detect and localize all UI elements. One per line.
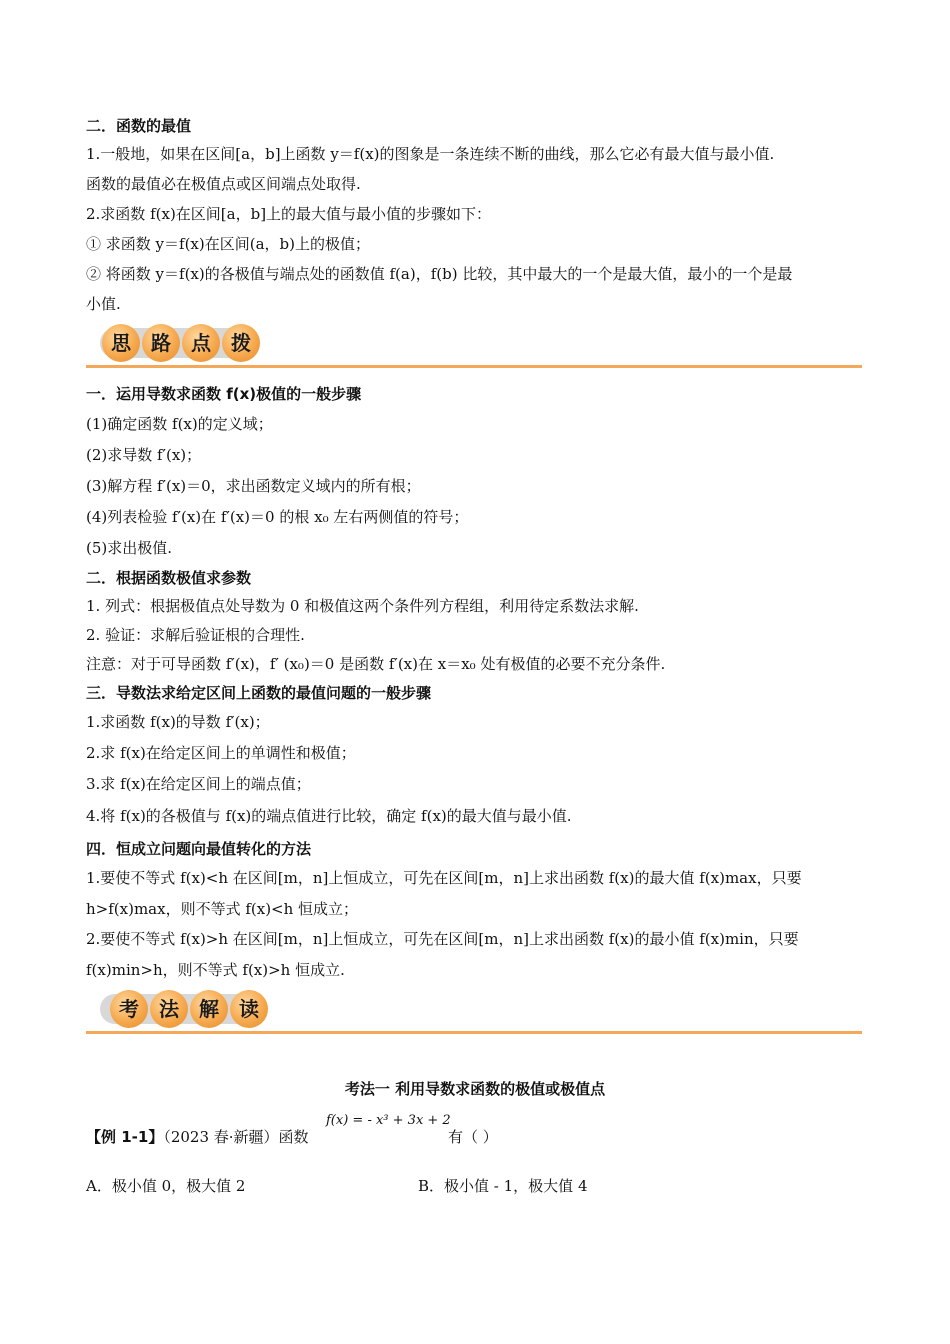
paragraph: 小值. bbox=[86, 295, 121, 313]
example-label: 【例 1-1】 bbox=[86, 1128, 164, 1146]
list-item: 注意：对于可导函数 f′(x)，f′ (x₀)＝0 是函数 f′(x)在 x＝x₀ 处有极值的必要不充分条件. bbox=[86, 655, 666, 673]
banner-char: 考 bbox=[110, 990, 148, 1028]
paragraph: 1.一般地，如果在区间[a，b]上函数 y＝f(x)的图象是一条连续不断的曲线，那么它必有最大值与最小值. bbox=[86, 145, 775, 163]
banner-char: 法 bbox=[150, 990, 188, 1028]
banner-char: 拨 bbox=[222, 324, 260, 362]
list-item: 1.求函数 f(x)的导数 f′(x)； bbox=[86, 713, 270, 731]
section-heading: 二．函数的最值 bbox=[86, 117, 192, 135]
paragraph: h>f(x)max，则不等式 f(x)<h 恒成立； bbox=[86, 900, 359, 918]
list-item: (1)确定函数 f(x)的定义域； bbox=[86, 415, 273, 433]
example-tail: 有（ ） bbox=[448, 1128, 498, 1146]
list-item: 1. 列式：根据极值点处导数为 0 和极值这两个条件列方程组，利用待定系数法求解. bbox=[86, 597, 639, 615]
list-item: (2)求导数 f′(x)； bbox=[86, 446, 202, 464]
list-item: 2.求 f(x)在给定区间上的单调性和极值； bbox=[86, 744, 356, 762]
list-item: (3)解方程 f′(x)＝0，求出函数定义域内的所有根； bbox=[86, 477, 421, 495]
section-heading: 三．导数法求给定区间上函数的最值问题的一般步骤 bbox=[86, 684, 432, 702]
paragraph: 2.求函数 f(x)在区间[a，b]上的最大值与最小值的步骤如下： bbox=[86, 205, 492, 223]
list-item: (4)列表检验 f′(x)在 f′(x)＝0 的根 x₀ 左右两侧值的符号； bbox=[86, 508, 469, 526]
method-title: 考法一 利用导数求函数的极值或极值点 bbox=[344, 1080, 606, 1098]
banner-tips bbox=[86, 324, 862, 368]
option-a: A．极小值 0，极大值 2 bbox=[86, 1177, 246, 1195]
banner-rule bbox=[86, 1031, 862, 1034]
paragraph: 函数的最值必在极值点或区间端点处取得. bbox=[86, 175, 361, 193]
paragraph: ① 求函数 y＝f(x)在区间(a，b)上的极值； bbox=[86, 235, 370, 253]
banner-char: 路 bbox=[142, 324, 180, 362]
paragraph: f(x)min>h，则不等式 f(x)>h 恒成立. bbox=[86, 961, 345, 979]
list-item: (5)求出极值. bbox=[86, 539, 173, 557]
section-heading: 四．恒成立问题向最值转化的方法 bbox=[86, 840, 312, 858]
section-heading: 二．根据函数极值求参数 bbox=[86, 569, 252, 587]
list-item: 4.将 f(x)的各极值与 f(x)的端点值进行比较，确定 f(x)的最大值与最小值. bbox=[86, 807, 572, 825]
paragraph: ② 将函数 y＝f(x)的各极值与端点处的函数值 f(a)，f(b) 比较，其中最大的一个是最大值，最小的一个是最 bbox=[86, 265, 793, 283]
banner-methods bbox=[86, 990, 862, 1034]
paragraph: 1.要使不等式 f(x)<h 在区间[m，n]上恒成立，可先在区间[m，n]上求出函数 f(x)的最大值 f(x)max，只要 bbox=[86, 869, 802, 887]
banner-char: 思 bbox=[102, 324, 140, 362]
list-item: 3.求 f(x)在给定区间上的端点值； bbox=[86, 775, 311, 793]
option-b: B．极小值 - 1，极大值 4 bbox=[418, 1177, 588, 1195]
example-formula: f(x) = - x³ + 3x + 2 bbox=[326, 1113, 451, 1128]
banner-char: 解 bbox=[190, 990, 228, 1028]
banner-char: 读 bbox=[230, 990, 268, 1028]
paragraph: 2.要使不等式 f(x)>h 在区间[m，n]上恒成立，可先在区间[m，n]上求出函数 f(x)的最小值 f(x)min，只要 bbox=[86, 930, 799, 948]
banner-rule bbox=[86, 365, 862, 368]
example-source: （2023 春·新疆）函数 bbox=[163, 1128, 309, 1146]
list-item: 2. 验证：求解后验证根的合理性. bbox=[86, 626, 305, 644]
banner-char: 点 bbox=[182, 324, 220, 362]
section-heading: 一．运用导数求函数 f(x)极值的一般步骤 bbox=[86, 385, 362, 403]
